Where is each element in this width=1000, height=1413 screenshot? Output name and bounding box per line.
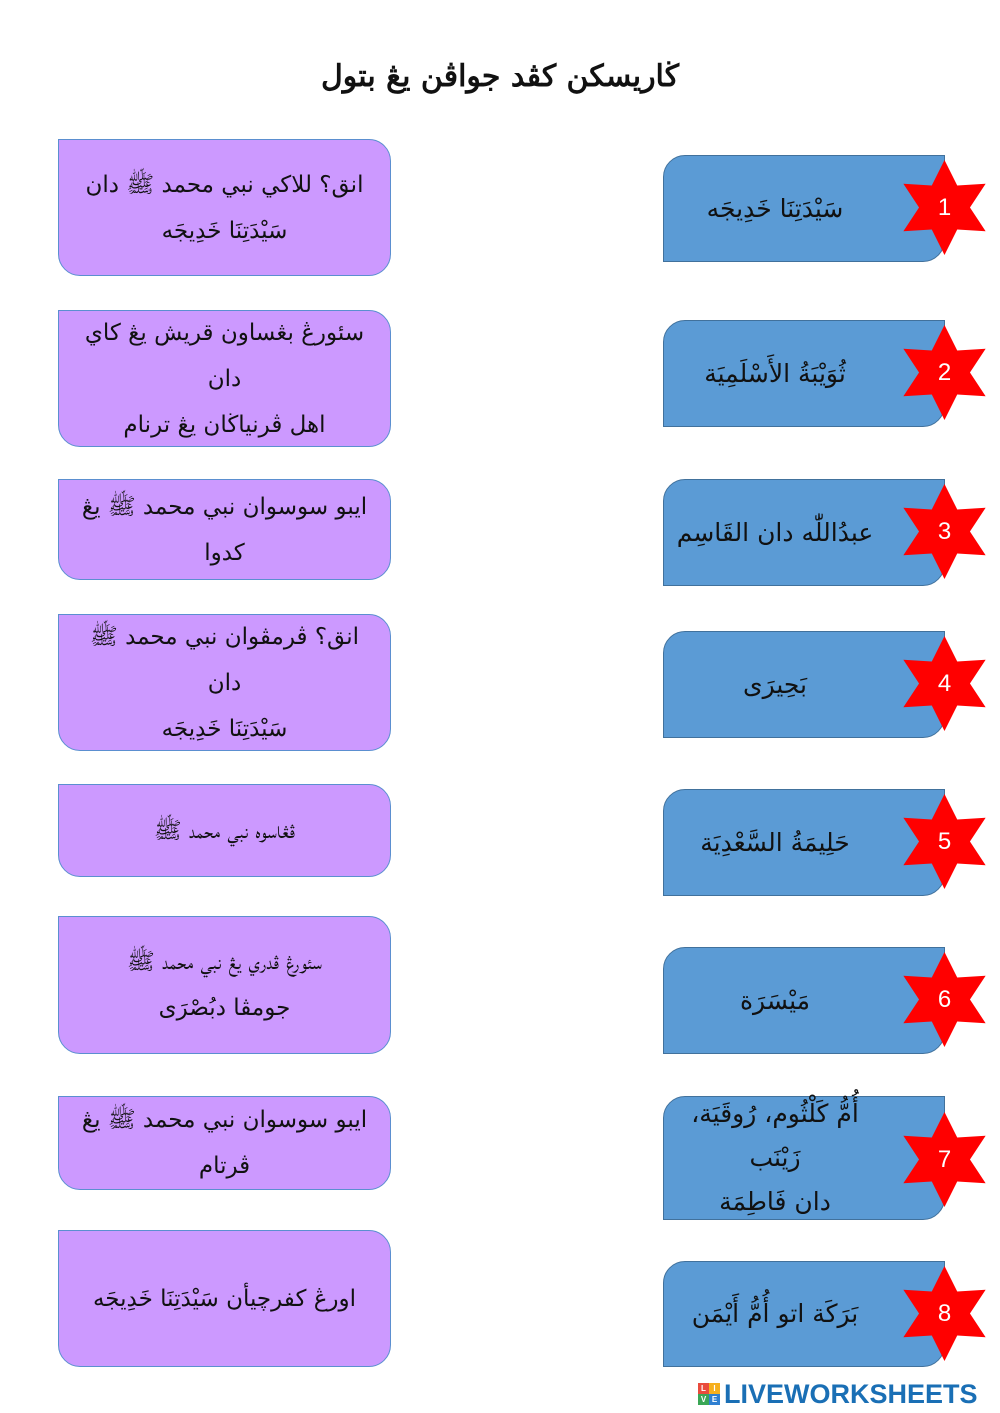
star-badge-6 bbox=[897, 952, 992, 1047]
answer-box-4[interactable] bbox=[58, 614, 391, 751]
star-badge-8 bbox=[897, 1266, 992, 1361]
star-number: 6 bbox=[937, 985, 952, 1013]
liveworksheets-icon: L I V E bbox=[698, 1383, 720, 1405]
answer-text: ايبو سوسوان نبي محمد ﷺ يڠ کدوا bbox=[81, 493, 368, 566]
name-label: عبدُاللّٰه دان القَاسِم bbox=[676, 517, 874, 547]
answer-box-2[interactable] bbox=[58, 310, 391, 447]
answer-box-6[interactable] bbox=[58, 916, 391, 1054]
star-number: 8 bbox=[937, 1299, 952, 1327]
name-label: حَلِيمَةُ السَّعْدِيَة bbox=[700, 827, 850, 857]
star-number: 3 bbox=[937, 517, 952, 545]
answer-text: سئورڠ ڤدري يڠ نبي محمد ﷺ جومڤا دبُصْرَى bbox=[127, 949, 322, 1021]
name-label: أُمُّ كَلْثُوم، رُوقَيَة، زَيْنَب دان فَاطِمَة bbox=[691, 1099, 859, 1216]
name-label: مَيْسَرَة bbox=[739, 985, 811, 1015]
name-label: بَرَكَة اتو أُمُّ أَيْمَن bbox=[691, 1299, 859, 1328]
star-badge-1 bbox=[897, 160, 992, 255]
answer-box-1[interactable] bbox=[58, 139, 391, 276]
answer-text: ايبو سوسوان نبي محمد ﷺ يڠ ڤرتام bbox=[81, 1107, 368, 1179]
star-badge-5 bbox=[897, 794, 992, 889]
answer-box-7[interactable] bbox=[58, 1096, 391, 1190]
brand-name: LIVEWORKSHEETS bbox=[724, 1378, 978, 1409]
liveworksheets-logo bbox=[698, 1376, 998, 1412]
answer-text: سئورڠ بڠساون قريش يڠ کاي دان اهل ڤرنياڬان يڠ ترنام bbox=[84, 319, 365, 438]
star-badge-7 bbox=[897, 1112, 992, 1207]
answer-box-8[interactable] bbox=[58, 1230, 391, 1367]
star-badge-4 bbox=[897, 636, 992, 731]
worksheet-title: ڬاريسکن کڤد جواڤن يڠ بتول bbox=[321, 59, 679, 94]
star-number: 4 bbox=[937, 669, 952, 697]
name-label: ثُوَيْبَةُ الأَسْلَمِيَة bbox=[704, 358, 846, 388]
name-label: بَحِيرَى bbox=[743, 669, 808, 699]
answer-text: انق؟ للاکي نبي محمد ﷺ دان سَيْدَتِنَا خَدِيجَه bbox=[85, 171, 364, 244]
star-number: 2 bbox=[937, 358, 952, 386]
answer-box-5[interactable] bbox=[58, 784, 391, 877]
answer-text: انق؟ ڤرمڤوان نبي محمد ﷺ دان سَيْدَتِنَا خَدِيجَه bbox=[89, 623, 360, 742]
star-badge-3 bbox=[897, 484, 992, 579]
answer-text: اورڠ کفرچيأن سَيْدَتِنَا خَدِيجَه bbox=[92, 1285, 357, 1312]
star-badge-2 bbox=[897, 325, 992, 420]
star-number: 5 bbox=[937, 827, 952, 855]
answer-text: ڤڠاسوه نبي محمد ﷺ bbox=[153, 817, 296, 844]
star-number: 1 bbox=[937, 193, 952, 221]
answer-box-3[interactable] bbox=[58, 479, 391, 580]
star-number: 7 bbox=[937, 1145, 952, 1173]
name-label: سَيْدَتِنَا خَدِيجَه bbox=[706, 193, 844, 223]
